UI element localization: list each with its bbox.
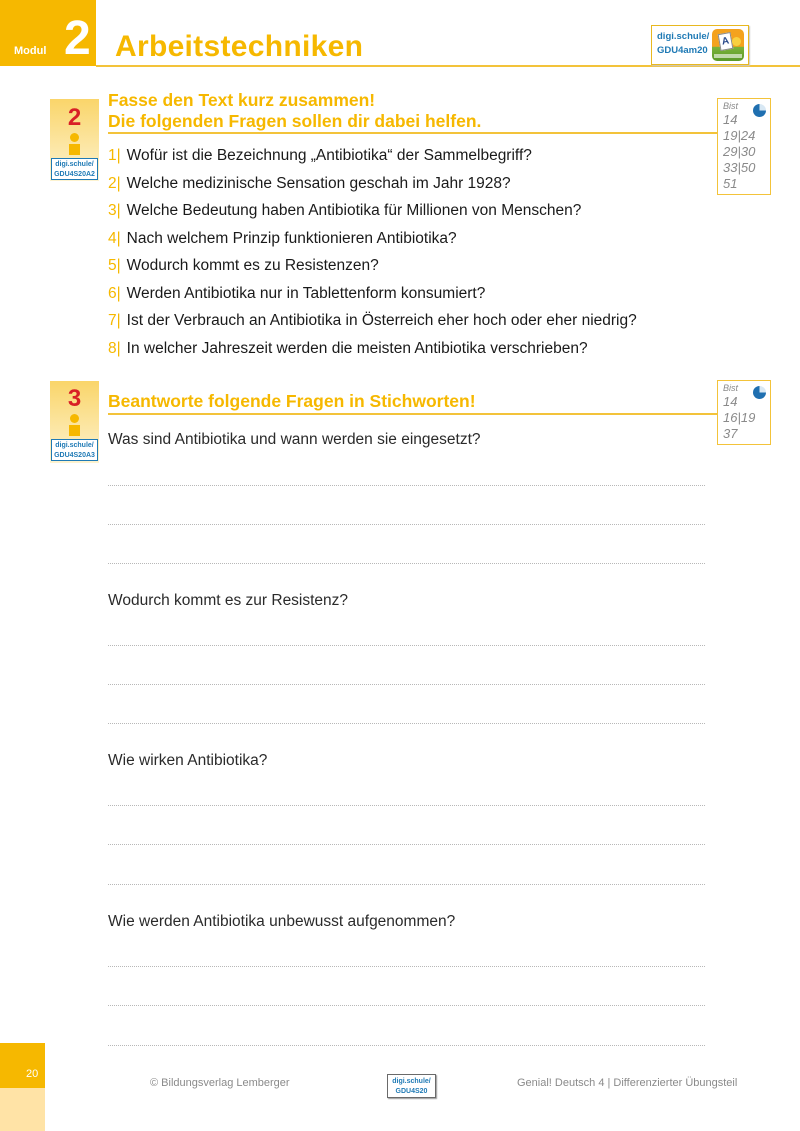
task-3-divider bbox=[108, 413, 718, 415]
modul-label: Modul bbox=[14, 45, 47, 57]
task-badge-3 bbox=[50, 381, 99, 463]
list-item: 2| Welche medizinische Sensation geschah im Jahr 1928? bbox=[108, 174, 511, 192]
list-item: 5| Wodurch kommt es zu Resistenzen? bbox=[108, 257, 379, 274]
answer-question-2: Wodurch kommt es zur Resistenz? bbox=[108, 592, 349, 609]
task-2-divider bbox=[108, 132, 718, 134]
answer-question-4: Wie werden Antibiotika unbewusst aufgenommen? bbox=[108, 913, 456, 930]
answer-line[interactable] bbox=[108, 485, 705, 486]
list-item: 6| Werden Antibiotika nur in Tablettenform konsumiert? bbox=[108, 284, 486, 302]
letter-card-icon: A bbox=[718, 32, 734, 51]
copyright: © Bildungsverlag Lemberger bbox=[150, 1077, 290, 1089]
pie-chart-icon bbox=[753, 386, 766, 399]
page-number: 20 bbox=[26, 1068, 39, 1080]
answer-question-3: Wie wirken Antibiotika? bbox=[108, 752, 268, 769]
task-number: 3 bbox=[67, 385, 82, 412]
modul-number: 2 bbox=[64, 12, 91, 65]
person-icon-head bbox=[70, 414, 79, 423]
app-icon bbox=[712, 29, 744, 61]
task-2-title: Fasse den Text kurz zusammen! Die folgenden Fragen sollen dir dabei helfen. bbox=[108, 90, 482, 131]
digi-schule-link[interactable] bbox=[651, 25, 749, 65]
person-icon-body bbox=[69, 144, 80, 155]
person-icon-body bbox=[69, 425, 80, 436]
list-item: 3| Welche Bedeutung haben Antibiotika für Millionen von Menschen? bbox=[108, 202, 582, 219]
footer-light-block bbox=[0, 1088, 45, 1131]
task-code-link[interactable]: digi.schule/ GDU4S20A2 bbox=[51, 158, 98, 180]
answer-line[interactable] bbox=[108, 1045, 705, 1046]
header-divider bbox=[96, 65, 800, 67]
bist-box-task-3: Bist 14 16|19 37 bbox=[717, 380, 771, 445]
pie-chart-icon bbox=[753, 104, 766, 117]
answer-line[interactable] bbox=[108, 684, 705, 685]
answer-line[interactable] bbox=[108, 563, 705, 564]
task-code-link[interactable]: digi.schule/ GDU4S20A3 bbox=[51, 439, 98, 461]
list-item: 1| Wofür ist die Bezeichnung „Antibiotika“ der Sammelbegriff? bbox=[108, 147, 532, 164]
task-badge-2 bbox=[50, 99, 99, 181]
book-title: Genial! Deutsch 4 | Differenzierter Übungsteil bbox=[517, 1077, 738, 1089]
task-number: 2 bbox=[67, 104, 82, 131]
modul-block bbox=[0, 0, 96, 66]
answer-line[interactable] bbox=[108, 723, 705, 724]
question-list bbox=[108, 145, 637, 365]
footer-accent-block bbox=[0, 1043, 45, 1088]
task-3-title: Beantworte folgende Fragen in Stichworten! bbox=[108, 391, 476, 411]
arrow-icon bbox=[732, 37, 741, 46]
list-item: 4| Nach welchem Prinzip funktionieren Antibiotika? bbox=[108, 229, 457, 247]
answer-line[interactable] bbox=[108, 966, 705, 967]
answer-line[interactable] bbox=[108, 844, 705, 845]
answer-line[interactable] bbox=[108, 805, 705, 806]
list-item: 7| Ist der Verbrauch an Antibiotika in Österreich eher hoch oder eher niedrig? bbox=[108, 312, 637, 329]
answer-line[interactable] bbox=[108, 884, 705, 885]
answer-question-1: Was sind Antibiotika und wann werden sie eingesetzt? bbox=[108, 431, 481, 448]
answer-line[interactable] bbox=[108, 524, 705, 525]
person-icon-head bbox=[70, 133, 79, 142]
answer-line[interactable] bbox=[108, 645, 705, 646]
list-item: 8| In welcher Jahreszeit werden die meisten Antibiotika verschrieben? bbox=[108, 339, 588, 357]
answer-line[interactable] bbox=[108, 1005, 705, 1006]
page-title: Arbeitstechniken bbox=[115, 30, 364, 63]
digi-link-text: digi.schule/ GDU4am20 bbox=[657, 31, 710, 56]
app-label-strip bbox=[714, 54, 742, 58]
footer-digi-link[interactable]: digi.schule/ GDU4S20 bbox=[387, 1074, 436, 1098]
bist-box-task-2: Bist 14 19|24 29|30 33|50 51 bbox=[717, 98, 771, 195]
